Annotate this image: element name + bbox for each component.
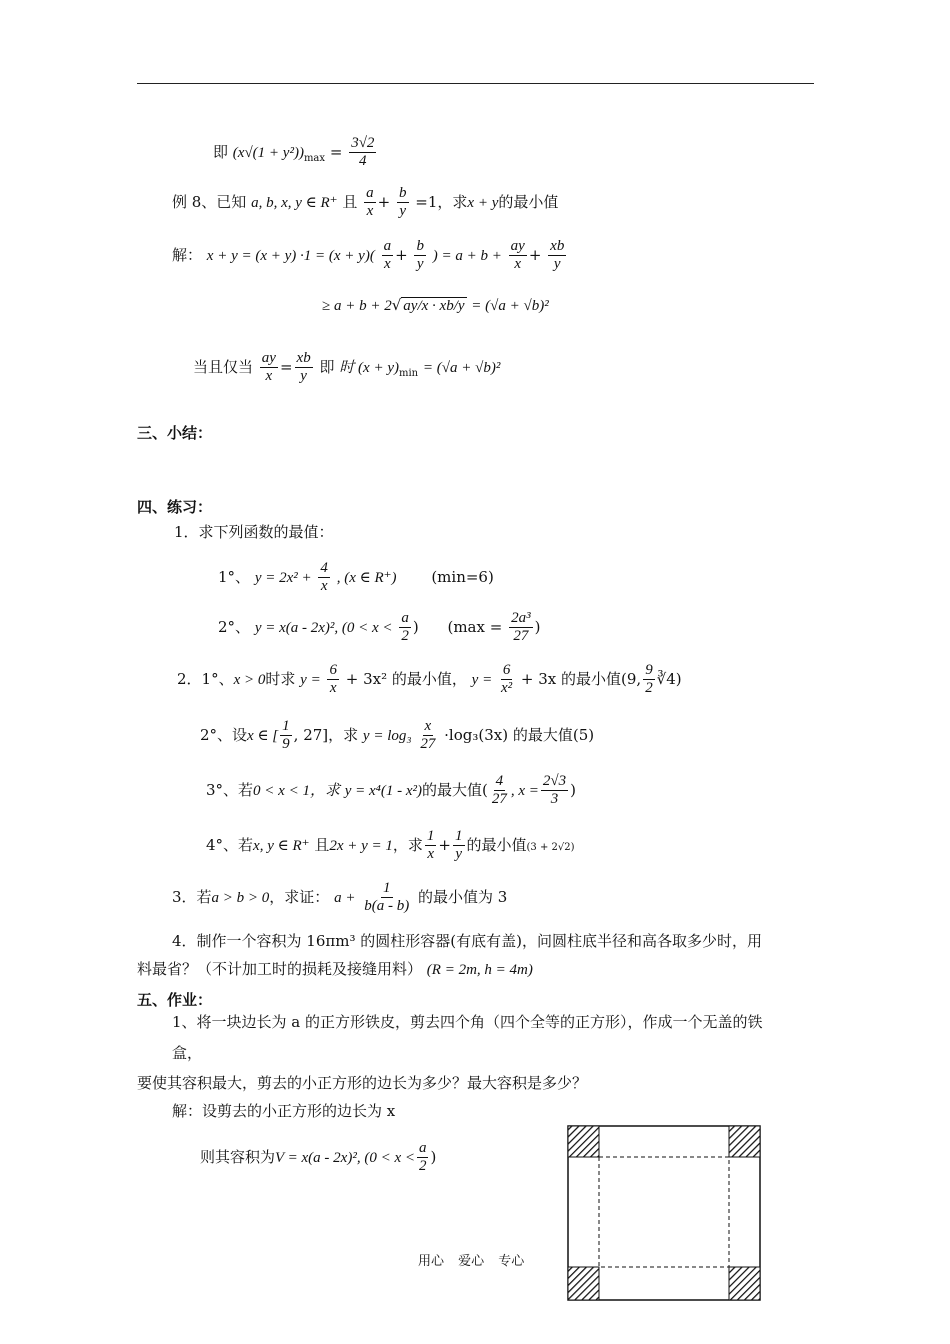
cond: x, y ∈ R⁺ [253, 837, 310, 854]
text: ) [570, 780, 577, 799]
label: 解： [172, 245, 203, 264]
fraction [318, 560, 330, 596]
expr: y = [300, 671, 321, 688]
num: x [423, 718, 434, 736]
den: x [329, 680, 337, 697]
fraction [349, 135, 376, 171]
expr: V = x(a - 2x)², (0 < x < [275, 1149, 415, 1166]
footer-motto: 用心 爱心 专心 [418, 1254, 525, 1269]
den: x² [500, 680, 513, 697]
expr: y = x(a - 2x)², (0 < x < [254, 619, 393, 636]
fraction [509, 610, 533, 646]
fraction [499, 662, 514, 698]
text: ) [534, 617, 541, 636]
label: 当且仅当 [193, 357, 254, 376]
num: 4 [494, 773, 506, 791]
expr: = (√a + √b)² [471, 298, 549, 314]
text: 的最大值( [422, 780, 488, 799]
expr: y = 2x² + [254, 569, 312, 586]
expr: , x = [510, 782, 539, 799]
text: 料最省？（不计加工时的损耗及接缝用料） [137, 960, 423, 978]
answer: (3 + 2√2) [526, 841, 575, 853]
and: 且 [342, 192, 358, 211]
fraction [414, 238, 426, 274]
den: 2 [645, 680, 653, 697]
box-net-diagram [566, 1124, 762, 1302]
text: 即 [319, 357, 335, 376]
radicand: ay/x · xb/y [403, 298, 465, 314]
answer: (min=6) [431, 567, 494, 586]
fraction [260, 350, 278, 386]
den: 27 [420, 736, 436, 753]
num: b [414, 238, 426, 256]
fraction [295, 350, 313, 386]
expr: = (√a + √b)² [422, 359, 501, 376]
answer: (max = [447, 617, 503, 636]
num: a [399, 610, 411, 628]
text: + 3x² 的最小值， [345, 669, 467, 688]
fraction [417, 1140, 429, 1176]
question-2-4 [206, 828, 575, 864]
text: ) [430, 1147, 437, 1166]
fraction [399, 610, 411, 646]
num: 9 [643, 662, 655, 680]
den: y [300, 368, 307, 385]
question-1-2 [218, 610, 540, 646]
den: 2 [418, 1158, 427, 1175]
label: 2°、 [218, 617, 251, 636]
fraction [362, 880, 411, 916]
den: 27 [491, 791, 507, 808]
expr: a + [334, 889, 356, 906]
text: 的最小值 [466, 835, 527, 854]
eq: = [329, 142, 343, 161]
fraction-a-x [364, 185, 376, 221]
den: y [399, 203, 407, 220]
expr: , (x ∈ R⁺) [336, 569, 397, 586]
cut-corner-top-right [729, 1126, 760, 1157]
solution-line-1: 解： x + y = (x + y) ·1 = (x + y)( $\frac{a}{x}$ + $\frac{b}{y}$ ) = a + b + $\frac{ay}{x}$ + $\frac{xb}{y}$ [172, 238, 565, 273]
text: 则其容积为 [200, 1147, 276, 1166]
num: 4 [318, 560, 330, 578]
question-2-1 [177, 662, 682, 698]
den: x [427, 846, 434, 863]
label: 2°、设 [200, 725, 248, 744]
den: x [366, 203, 374, 220]
text: , 27]，求 [293, 725, 359, 744]
num: ay [260, 350, 278, 368]
den: x [514, 256, 522, 273]
expr: ) = a + b + [432, 247, 502, 264]
question-4-line-2 [137, 960, 533, 979]
header-rule [137, 83, 814, 84]
den: y [416, 256, 424, 273]
den: 4 [359, 153, 367, 170]
den: 3 [550, 791, 559, 808]
text: + 3x 的最小值 [520, 669, 622, 688]
text: 即 [213, 142, 229, 161]
fraction [490, 773, 509, 809]
target: x + y [467, 194, 499, 211]
cut-corner-bottom-right [729, 1267, 760, 1300]
den: 27 [513, 628, 529, 645]
num: a [417, 1140, 429, 1158]
num: 3√2 [349, 135, 376, 153]
fraction [643, 662, 655, 698]
num: a [364, 185, 376, 203]
question-1: 1．求下列函数的最值： [174, 523, 334, 541]
question-2-2 [200, 718, 594, 754]
and: 且 [314, 835, 330, 854]
text: 的最小值 [498, 192, 559, 211]
den: x [265, 368, 273, 385]
example-8: 例 8、已知 a, b, x, y ∈ R⁺ 且 $\frac{a}{x}$ + $\frac{b}{y}$ =1，求x + y的最小值 [172, 185, 559, 220]
label: 例 8、已知 [172, 192, 247, 211]
sub: min [398, 367, 419, 379]
solution-line-3 [193, 350, 500, 386]
den: 2 [401, 628, 409, 645]
num: xb [295, 350, 313, 368]
expr: 2x + y = 1 [329, 837, 393, 854]
text: ，求证： [269, 887, 330, 906]
num: 6 [501, 662, 513, 680]
num: b [397, 185, 409, 203]
text: ∛4) [656, 669, 682, 688]
fraction [453, 828, 465, 864]
expr: x + y = (x + y) ·1 = (x + y)( [206, 247, 375, 264]
label: 4°、若 [206, 835, 254, 854]
expr: 时 (x + y) [339, 359, 399, 376]
den: 9 [282, 736, 290, 753]
cond: x > 0 [233, 671, 266, 688]
num: xb [548, 238, 566, 256]
expr: y = log₃ [362, 727, 412, 744]
fraction [418, 718, 437, 754]
text: ) [412, 617, 419, 636]
den: y [553, 256, 561, 273]
expr: x ∈ [ [247, 727, 279, 744]
homework-1-line-2: 盒， [172, 1044, 203, 1062]
fraction [280, 718, 292, 754]
text: 的最小值为 3 [418, 887, 508, 906]
den: x [320, 578, 328, 595]
expr: y = [471, 671, 493, 688]
practice-heading: 四、练习： [137, 498, 213, 516]
fraction [541, 773, 568, 809]
num: 1 [381, 880, 393, 898]
expr: ≥ a + b + 2 [322, 298, 392, 314]
num: 6 [327, 662, 339, 680]
question-3 [172, 880, 507, 916]
plus: + [438, 835, 451, 854]
num: 2a³ [509, 610, 533, 628]
cond: a > b > 0 [211, 889, 270, 906]
summary-heading: 三、小结： [137, 424, 213, 442]
den: x [384, 256, 391, 273]
num: 1 [280, 718, 292, 736]
vars: a, b, x, y ∈ R⁺ [251, 194, 338, 211]
label: 3°、若 [206, 780, 254, 799]
fraction [382, 238, 394, 274]
fraction [425, 828, 437, 864]
text: 时求 [265, 669, 296, 688]
eq: = [279, 357, 293, 376]
homework-solution-line-1: 解：设剪去的小正方形的边长为 x [172, 1102, 396, 1120]
text: ·log₃(3x) 的最大值(5) [444, 725, 595, 744]
homework-1-line-1: 1、将一块边长为 a 的正方形铁皮，剪去四个角（四个全等的正方形），作成一个无盖的铁 [172, 1013, 763, 1031]
homework-heading: 五、作业： [137, 991, 213, 1009]
label: 3．若 [172, 887, 212, 906]
text: =1，求 [415, 192, 468, 211]
max-result-line [213, 135, 378, 171]
label: 2．1°、 [177, 669, 234, 688]
label: 1°、 [218, 567, 251, 586]
solution-line-2: ≥ a + b + 2√ ay/x · xb/y = (√a + √b)² [322, 296, 549, 314]
question-1-1 [218, 560, 494, 596]
den: y [455, 846, 463, 863]
homework-solution-line-2 [200, 1140, 436, 1176]
fraction [327, 662, 339, 698]
fraction [509, 238, 527, 274]
num: 1 [425, 828, 437, 846]
fraction [548, 238, 566, 274]
question-4-line-1: 4．制作一个容积为 16πm³ 的圆柱形容器(有底有盖)，问圆柱底半径和高各取多少时，用 [172, 932, 762, 950]
num: 2√3 [541, 773, 568, 791]
expr: (x√(1 + y²)) [232, 144, 304, 161]
sub: max [303, 152, 326, 164]
answer: (9, [621, 669, 642, 688]
homework-1-line-3: 要使其容积最大，剪去的小正方形的边长为多少？最大容积是多少？ [137, 1074, 588, 1092]
num: ay [509, 238, 527, 256]
fraction-b-y [397, 185, 409, 221]
question-2-3 [206, 773, 576, 809]
text: ，求 [392, 835, 423, 854]
expr: y = x⁴(1 - x²) [344, 782, 423, 799]
den: b(a - b) [364, 898, 410, 915]
cond: 0 < x < 1，求 [253, 782, 340, 799]
num: a [382, 238, 394, 256]
answer: (R = 2m, h = 4m) [426, 962, 533, 978]
cut-corner-top-left [568, 1126, 599, 1157]
num: 1 [453, 828, 465, 846]
cut-corner-bottom-left [568, 1267, 599, 1300]
